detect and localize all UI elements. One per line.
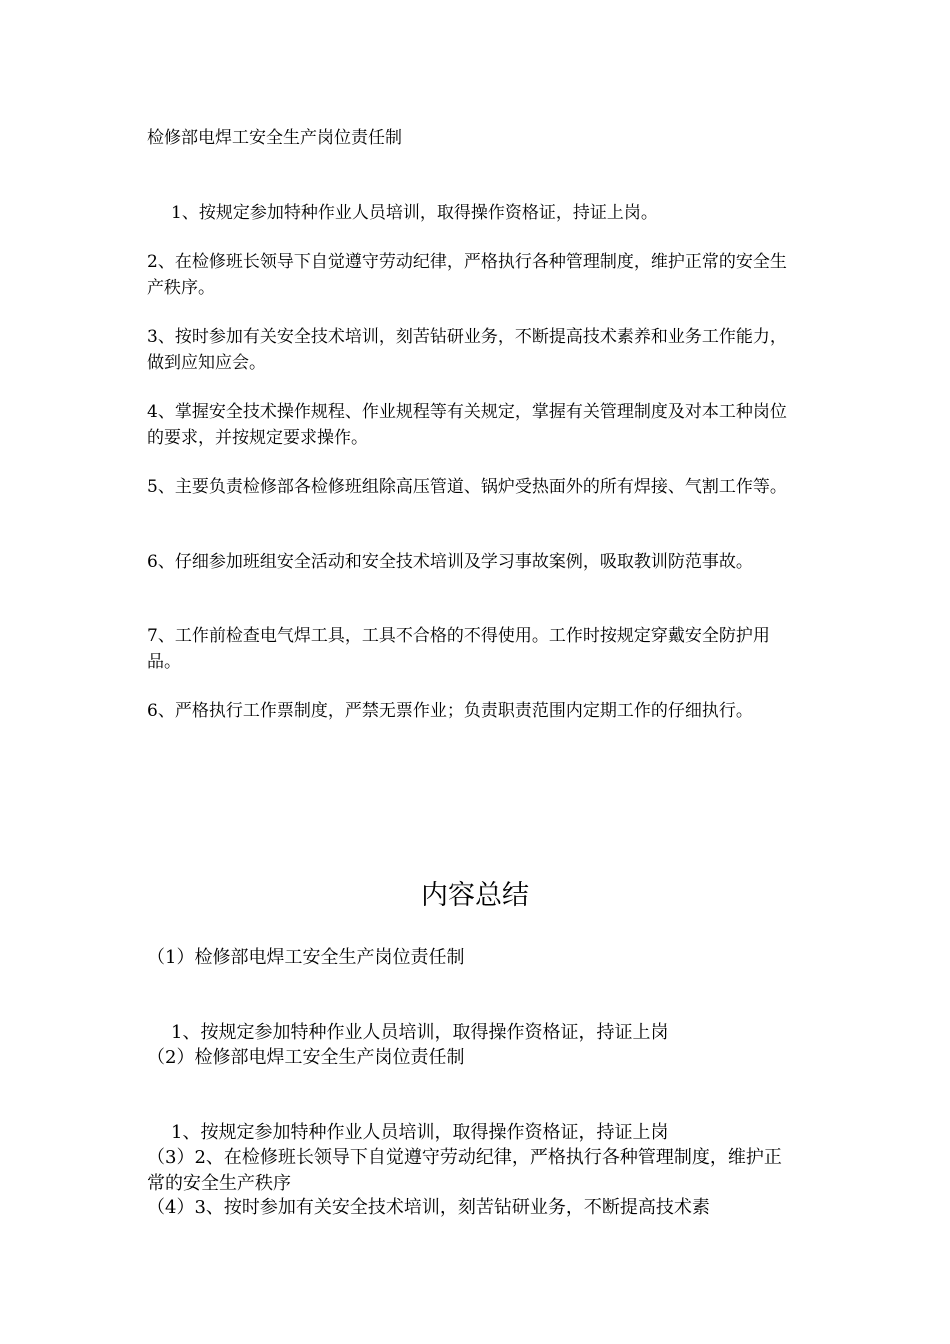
document-title: 检修部电焊工安全生产岗位责任制 bbox=[147, 128, 402, 148]
summary-line-1: （1）检修部电焊工安全生产岗位责任制 bbox=[147, 947, 465, 968]
summary-line-2: 1、按规定参加特种作业人员培训，取得操作资格证，持证上岗 bbox=[171, 1022, 669, 1043]
summary-line-5: （3）2、在检修班长领导下自觉遵守劳动纪律，严格执行各种管理制度，维护正常的安全生产秩序 bbox=[147, 1147, 782, 1194]
paragraph-5: 5、主要负责检修部各检修班组除高压管道、锅炉受热面外的所有焊接、气割工作等。 bbox=[147, 477, 787, 497]
paragraph-2: 2、在检修班长领导下自觉遵守劳动纪律，严格执行各种管理制度，维护正常的安全生产秩序。 bbox=[147, 252, 787, 298]
summary-line-3: （2）检修部电焊工安全生产岗位责任制 bbox=[147, 1047, 465, 1068]
summary-heading: 内容总结 bbox=[421, 880, 529, 911]
summary-line-4: 1、按规定参加特种作业人员培训，取得操作资格证，持证上岗 bbox=[171, 1122, 669, 1143]
paragraph-4: 4、掌握安全技术操作规程、作业规程等有关规定，掌握有关管理制度及对本工种岗位的要求，并按规定要求操作。 bbox=[147, 402, 787, 448]
paragraph-1: 1、按规定参加特种作业人员培训，取得操作资格证，持证上岗。 bbox=[171, 203, 658, 223]
paragraph-8: 6、严格执行工作票制度，严禁无票作业；负责职责范围内定期工作的仔细执行。 bbox=[147, 701, 753, 721]
summary-line-6: （4）3、按时参加有关安全技术培训，刻苦钻研业务，不断提高技术素 bbox=[147, 1197, 710, 1218]
paragraph-3: 3、按时参加有关安全技术培训，刻苦钻研业务，不断提高技术素养和业务工作能力，做到应知应会。 bbox=[147, 327, 787, 373]
paragraph-6: 6、仔细参加班组安全活动和安全技术培训及学习事故案例，吸取教训防范事故。 bbox=[147, 552, 753, 572]
paragraph-7: 7、工作前检查电气焊工具，工具不合格的不得使用。工作时按规定穿戴安全防护用品。 bbox=[147, 626, 770, 672]
